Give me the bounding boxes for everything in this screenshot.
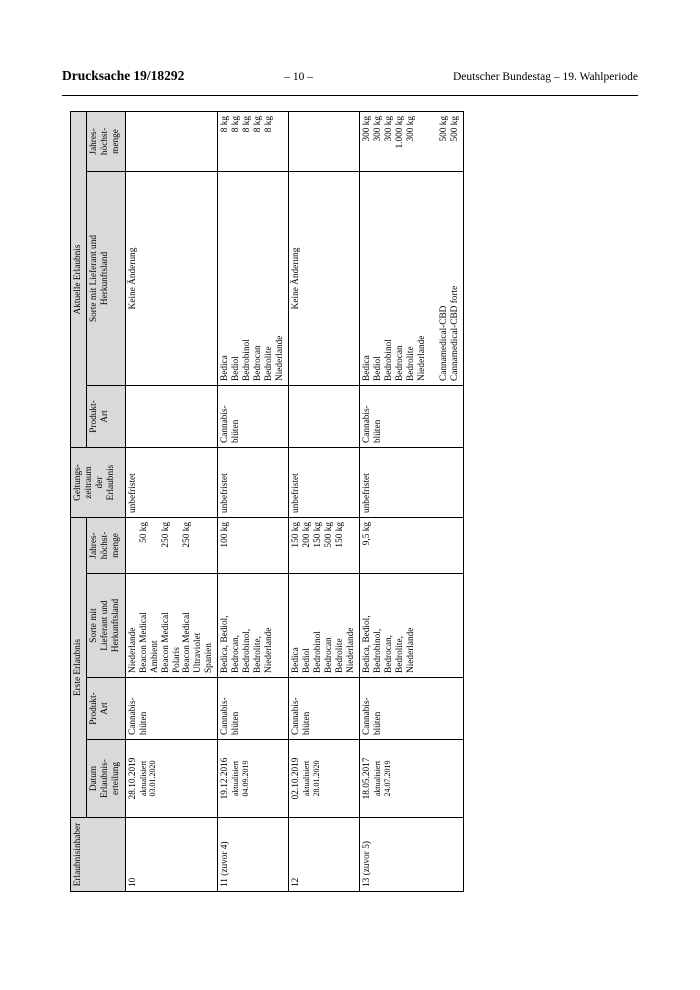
cell-produktart-aktuelle <box>218 386 289 448</box>
cell-menge-aktuelle <box>360 111 464 171</box>
menge-aktuelle-line-7: 500 kg <box>438 115 449 142</box>
menge-aktuelle-line-4: 300 kg <box>405 115 416 142</box>
cell-sorte-aktuelle <box>218 172 289 386</box>
cell-erlaubnisinhaber: 11 (zuvor 4) <box>218 818 289 892</box>
sorte1-line2: Lieferant und <box>100 600 111 651</box>
sorte2-line2: Herkunftsland <box>100 251 111 306</box>
menge-aktuelle-line-3: 8 kg <box>253 115 264 133</box>
cell-geltungszeitraum: unbefristet <box>125 448 218 518</box>
cell-datum <box>218 740 289 818</box>
cell-erlaubnisinhaber: 13 (zuvor 5) <box>360 818 464 892</box>
sorte-erste-line-3: Bedrocan <box>324 637 335 673</box>
menge-erste-line-3: 500 kg <box>324 522 335 548</box>
sorte-erste-line-4: Niederlande <box>405 627 416 673</box>
sorte-erste-line-2: Ambient <box>149 640 160 673</box>
table-row <box>360 111 464 891</box>
menge-erste-line-0: 100 kg <box>220 522 231 548</box>
sorte1-line1: Sorte mit <box>89 608 100 643</box>
sorte-erste-line-1: Bedrobinol, <box>372 628 383 673</box>
cell-datum <box>289 740 360 818</box>
menge-erste-line-4: 150 kg <box>335 522 346 548</box>
datum-erteilung: 18.05.2017 <box>362 757 372 800</box>
rotated-table-wrapper <box>70 112 570 892</box>
sorte-erste-line-4: Niederlande <box>264 627 275 673</box>
sorte-aktuelle-line-0: Bedica <box>362 355 372 381</box>
table-group-header-row <box>71 111 87 891</box>
cell-menge-erste <box>218 518 289 574</box>
menge2-line2: höchst- <box>100 127 111 156</box>
sorte-aktuelle-line-1: Bediol <box>372 356 383 381</box>
sorte-aktuelle-line-4: Bedrolite <box>264 346 275 381</box>
datum-aktualisiert-label: aktualisiert <box>138 760 148 797</box>
sorte-aktuelle-line-3: Bedrocan <box>394 345 405 381</box>
produktart-erste-line-1: blüten <box>231 711 242 735</box>
table-row <box>218 111 289 891</box>
menge-erste-line-7 <box>204 522 215 569</box>
datum-erteilung: 19.12.2016 <box>220 757 231 800</box>
datum-aktualisiert-label: aktualisiert <box>372 760 382 797</box>
sorte-erste-line-0: Bedica <box>291 647 302 673</box>
cell-sorte-erste <box>125 574 218 678</box>
produktart-aktuelle-line-0: Cannabis- <box>362 405 372 443</box>
datum-aktualisiert-datum: 28.01.2020 <box>311 760 321 797</box>
menge2-line3: menge <box>111 129 122 154</box>
produktart-erste-line-0: Cannabis- <box>127 697 138 735</box>
sorte-aktuelle-line-2: Bedrobinol <box>383 339 394 381</box>
sorte-erste-line-4: Polaris <box>171 647 182 673</box>
produktart-erste-line-0: Cannabis- <box>220 697 231 735</box>
produktart-erste-line-1: blüten <box>138 711 149 735</box>
header-geltungszeitraum <box>71 448 126 518</box>
cell-sorte-aktuelle <box>125 172 218 386</box>
cell-produktart-erste <box>125 678 218 740</box>
sorte-erste-line-6: Ultraviolet <box>193 632 204 673</box>
geltung-line2: zeitraum <box>84 466 95 499</box>
datum-erteilung: 28.10.2019 <box>127 757 138 800</box>
cell-erlaubnisinhaber: 10 <box>125 818 218 892</box>
produktart-erste-line-1: blüten <box>372 711 383 735</box>
datum-line1: Datum <box>89 765 100 792</box>
menge-erste-line-0: 150 kg <box>291 522 302 548</box>
header-sorte-aktuelle <box>87 172 125 386</box>
sorte-erste-line-1: Bediol <box>302 648 313 673</box>
menge-aktuelle-line-2: 8 kg <box>242 115 253 133</box>
produktart-aktuelle-line-1: blüten <box>231 419 242 443</box>
produktart1-line1: Produkt- <box>89 692 100 725</box>
produktart-erste-line-1: blüten <box>302 711 313 735</box>
menge-erste-line-3: 250 kg <box>160 522 171 548</box>
produktart-erste-line-0: Cannabis- <box>362 697 372 735</box>
header-group-erste-erlaubnis: Erste Erlaubnis <box>71 518 87 818</box>
header-produktart-erste <box>87 678 125 740</box>
table-row <box>289 111 360 891</box>
menge-aktuelle-line-4: 8 kg <box>264 115 275 133</box>
cell-menge-aktuelle <box>125 111 218 171</box>
menge-erste-line-1: 50 kg <box>138 522 149 543</box>
sorte-aktuelle-line-5: Niederlande <box>275 335 286 381</box>
datum-line3: erteilung <box>111 761 122 796</box>
geltung-line1: Geltungs- <box>73 464 83 501</box>
sorte-erste-line-3: Bedrolite, <box>394 636 405 673</box>
cell-datum <box>360 740 464 818</box>
rotated-table-inner <box>70 112 570 892</box>
header-divider <box>62 95 638 96</box>
produktart2-line1: Produkt- <box>89 400 100 433</box>
cell-produktart-aktuelle <box>125 386 218 448</box>
menge-aktuelle-line-0: 8 kg <box>220 115 231 133</box>
geltung-line3: der <box>95 476 106 489</box>
menge-erste-line-4 <box>172 522 183 569</box>
drucksache-word: Drucksache <box>62 68 131 83</box>
sorte-erste-line-1: Bedrocan, <box>231 635 242 673</box>
menge-aktuelle-line-5 <box>275 116 286 167</box>
sorte-aktuelle-line-6 <box>428 176 439 381</box>
sorte-erste-line-0: Bedica, Bediol, <box>220 615 231 673</box>
cell-produktart-erste <box>360 678 464 740</box>
sorte-aktuelle-line-4: Bedrolite <box>405 346 416 381</box>
menge-aktuelle-line-0: 300 kg <box>362 115 372 142</box>
cell-sorte-aktuelle <box>289 172 360 386</box>
cell-menge-erste <box>125 518 218 574</box>
cell-menge-aktuelle <box>218 111 289 171</box>
drucksache-number: 19/18292 <box>133 68 185 83</box>
cell-datum <box>125 740 218 818</box>
menge-aktuelle-line-8: 500 kg <box>449 115 460 142</box>
sorte-erste-line-3: Beacon Medical <box>160 612 171 673</box>
table-row <box>125 111 218 891</box>
cell-sorte-erste <box>360 574 464 678</box>
cell-menge-erste <box>360 518 464 574</box>
cell-geltungszeitraum: unbefristet <box>218 448 289 518</box>
permit-holders-table <box>70 111 464 892</box>
menge-erste-line-0: 9,5 kg <box>362 522 372 546</box>
menge-erste-line-0 <box>128 522 139 569</box>
produktart1-line2: Art <box>100 702 111 715</box>
table-body <box>125 111 463 891</box>
sorte-erste-line-3: Bedrolite, <box>253 636 264 673</box>
sorte-aktuelle-line-0: Bedica <box>220 355 231 381</box>
datum-aktualisiert-label: aktualisiert <box>231 760 241 797</box>
menge-aktuelle-line-3: 1.000 kg <box>394 115 405 149</box>
menge-erste-line-5: 250 kg <box>182 522 193 548</box>
menge2-line1: Jahres- <box>89 128 100 155</box>
cell-produktart-erste <box>289 678 360 740</box>
datum-aktualisiert-label: aktualisiert <box>302 760 312 797</box>
cell-menge-erste <box>289 518 360 574</box>
menge-aktuelle-line-6 <box>428 116 439 167</box>
datum-line2: Erlaubnis- <box>100 759 111 798</box>
sorte-aktuelle-line-2: Bedrobinol <box>242 339 253 381</box>
cell-menge-aktuelle <box>289 111 360 171</box>
sorte2-line1: Sorte mit Lieferant und <box>89 235 100 323</box>
datum-erteilung: 02.10.2019 <box>291 757 302 800</box>
produktart-aktuelle-line-1: blüten <box>372 419 383 443</box>
cell-sorte-erste <box>289 574 360 678</box>
geltung-line4: Erlaubnis <box>106 464 117 501</box>
sorte-aktuelle-line-5: Niederlande <box>416 335 427 381</box>
cell-sorte-erste <box>218 574 289 678</box>
datum-aktualisiert-datum: 24.07.2019 <box>382 760 392 797</box>
cell-produktart-aktuelle <box>289 386 360 448</box>
document-origin: Deutscher Bundestag – 19. Wahlperiode <box>452 71 638 83</box>
sorte-erste-line-2: Bedrobinol, <box>242 628 253 673</box>
sorte-aktuelle-line-0: Keine Änderung <box>127 247 138 310</box>
sorte-erste-line-2: Bedrobinol <box>313 631 324 673</box>
sorte-erste-line-4: Bedrolite <box>335 638 346 673</box>
menge-erste-line-2 <box>150 522 161 569</box>
menge-erste-line-6 <box>193 522 204 569</box>
cell-geltungszeitraum: unbefristet <box>289 448 360 518</box>
cell-produktart-aktuelle <box>360 386 464 448</box>
cell-geltungszeitraum: unbefristet <box>360 448 464 518</box>
sorte-aktuelle-line-0: Keine Änderung <box>291 247 302 310</box>
header-produktart-aktuelle <box>87 386 125 448</box>
header-jahreshoechstmenge-aktuelle <box>87 111 125 171</box>
sorte-aktuelle-line-3: Bedrocan <box>253 345 264 381</box>
sorte-erste-line-5: Niederlande <box>346 627 357 673</box>
sorte-aktuelle-line-1: Bediol <box>231 356 242 381</box>
produktart-erste-line-0: Cannabis- <box>291 697 302 735</box>
menge-erste-line-2: 150 kg <box>313 522 324 548</box>
cell-produktart-erste <box>218 678 289 740</box>
produktart-aktuelle-line-0: Cannabis- <box>220 405 231 443</box>
sorte-erste-line-0: Bedica, Bediol, <box>362 615 372 673</box>
page-header <box>62 68 638 90</box>
menge-aktuelle-line-2: 300 kg <box>383 115 394 142</box>
sorte1-line3: Herkunftsland <box>111 598 122 653</box>
header-group-aktuelle-erlaubnis: Aktuelle Erlaubnis <box>71 111 87 447</box>
menge1-line2: höchst- <box>100 531 111 560</box>
menge-aktuelle-line-1: 300 kg <box>372 115 383 142</box>
sorte-erste-line-7: Spanien <box>204 643 215 673</box>
sorte-erste-line-2: Bedrocan, <box>383 635 394 673</box>
header-datum-erlaubniserteilung <box>87 740 125 818</box>
menge-aktuelle-line-1: 8 kg <box>231 115 242 133</box>
header-sorte-erste <box>87 574 125 678</box>
datum-aktualisiert-datum: 03.01.2020 <box>148 760 158 797</box>
produktart2-line2: Art <box>100 410 111 423</box>
cell-sorte-aktuelle <box>360 172 464 386</box>
datum-aktualisiert-datum: 04.09.2019 <box>240 760 250 797</box>
cell-erlaubnisinhaber: 12 <box>289 818 360 892</box>
menge1-line1: Jahres- <box>89 532 100 559</box>
sorte-erste-line-1: Beacon Medical <box>138 612 149 673</box>
page-number: – 10 – <box>284 71 314 83</box>
header-erlaubnisinhaber: Erlaubnisinhaber <box>71 818 126 892</box>
header-jahreshoechstmenge-erste <box>87 518 125 574</box>
sorte-erste-line-0: Niederlande <box>127 627 138 673</box>
menge-aktuelle-line-5 <box>417 116 428 167</box>
menge-erste-line-1: 200 kg <box>302 522 313 548</box>
sorte-aktuelle-line-7: Cannamedical-CBD <box>438 305 449 381</box>
sorte-aktuelle-line-8: Cannamedical-CBD forte <box>449 285 460 381</box>
sorte-erste-line-5: Beacon Medical <box>182 612 193 673</box>
menge1-line3: menge <box>111 533 122 558</box>
